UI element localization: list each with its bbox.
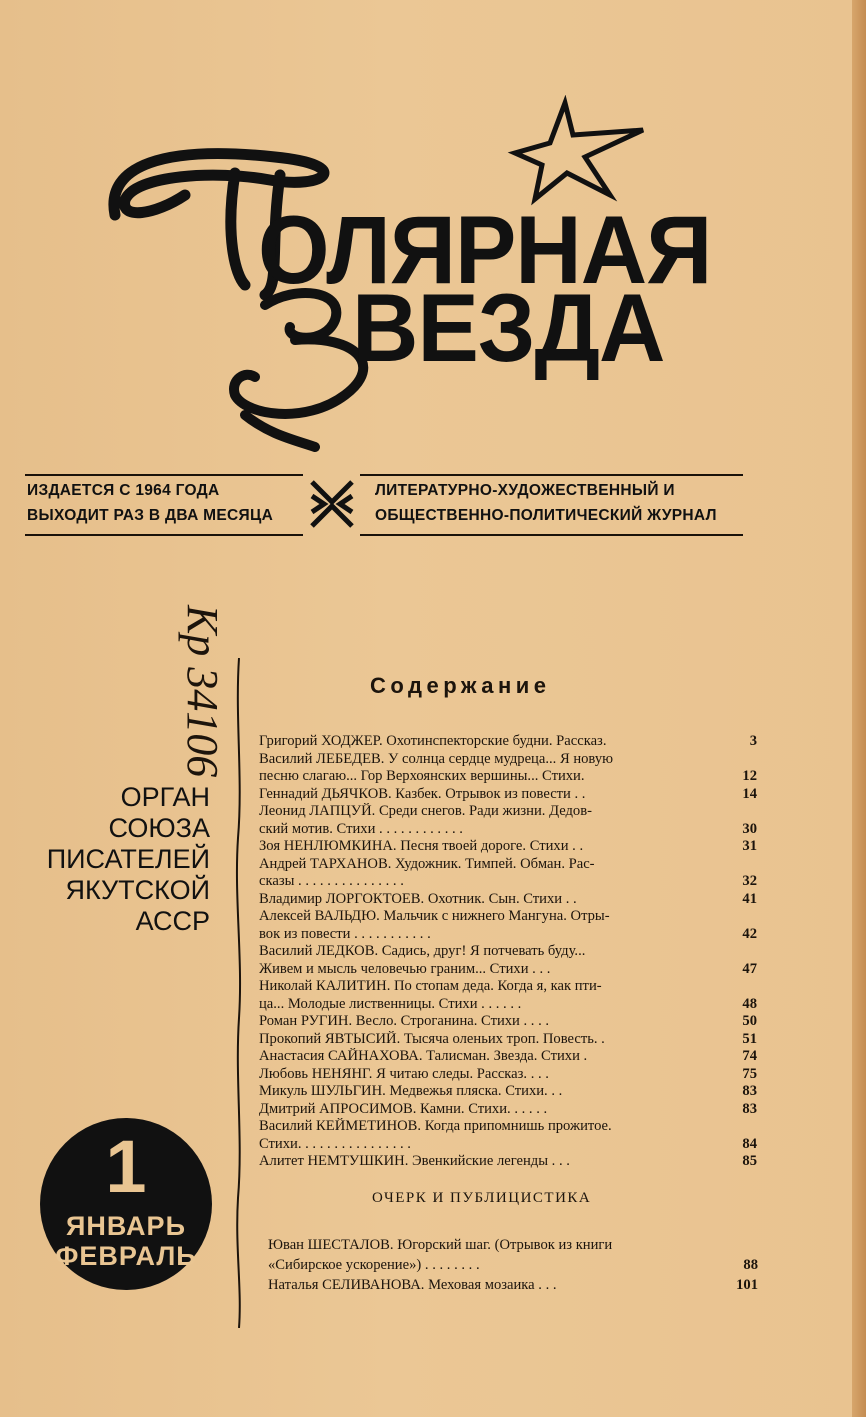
organ-block bbox=[30, 782, 210, 937]
toc-entry-text: Прокопий ЯВТЫСИЙ. Тысяча оленьих троп. Повесть. . bbox=[259, 1030, 605, 1047]
toc-entry-page: 32 bbox=[742, 873, 757, 889]
toc-entry-page: 31 bbox=[742, 838, 757, 854]
banner-right-line2: ОБЩЕСТВЕННО-ПОЛИТИЧЕСКИЙ ЖУРНАЛ bbox=[375, 507, 717, 524]
toc-entry bbox=[259, 1101, 757, 1119]
toc-entry-page: 14 bbox=[742, 785, 757, 802]
organ-line-5: АССР bbox=[135, 906, 210, 936]
toc-entry-text: Стихи. . . . . . . . . . . . . . . . bbox=[259, 1135, 411, 1152]
organ-line-2: СОЮЗА bbox=[108, 813, 210, 843]
organ-line-1: ОРГАН bbox=[120, 782, 210, 812]
toc-entry bbox=[259, 926, 757, 944]
toc-entry bbox=[259, 1066, 757, 1084]
toc-entry-text: песню слагаю... Гор Верхоянских вершины... Стихи. bbox=[259, 768, 585, 784]
toc-entry-page: 83 bbox=[742, 1100, 757, 1117]
toc-entry bbox=[259, 1031, 757, 1049]
banner-right-line1: ЛИТЕРАТУРНО-ХУДОЖЕСТВЕННЫЙ И bbox=[375, 482, 675, 499]
toc-entry bbox=[268, 1275, 758, 1295]
toc-entry bbox=[259, 943, 757, 961]
toc-entry-text: Дмитрий АПРОСИМОВ. Камни. Стихи. . . . . . bbox=[259, 1100, 548, 1117]
toc-entry-page: 84 bbox=[742, 1135, 757, 1152]
toc-entry bbox=[259, 873, 757, 891]
section-heading: ОЧЕРК И ПУБЛИЦИСТИКА bbox=[372, 1190, 592, 1206]
toc-entry-text: Любовь НЕНЯНГ. Я читаю следы. Рассказ. . . . bbox=[259, 1065, 549, 1082]
toc-entry-page: 50 bbox=[742, 1013, 757, 1029]
organ-line-3: ПИСАТЕЛЕЙ bbox=[46, 844, 210, 874]
contents-list bbox=[259, 733, 757, 1171]
toc-entry-text: ский мотив. Стихи . . . . . . . . . . . . bbox=[259, 820, 463, 837]
toc-entry bbox=[268, 1235, 758, 1255]
toc-entry-text: Живем и мысль человечью граним... Стихи . . . bbox=[259, 960, 551, 977]
toc-entry-page: 12 bbox=[742, 768, 757, 784]
toc-entry-text: Анастасия САЙНАХОВА. Талисман. Звезда. Стихи . bbox=[259, 1048, 588, 1064]
toc-entry-page: 42 bbox=[742, 925, 757, 942]
toc-entry-text: Владимир ЛОРГОКТОЕВ. Охотник. Сын. Стихи . . bbox=[259, 890, 577, 907]
toc-entry-text: Алитет НЕМТУШКИН. Эвенкийские легенды . . . bbox=[259, 1153, 570, 1169]
banner-rule-bottom-right bbox=[360, 534, 743, 536]
toc-entry bbox=[259, 1136, 757, 1154]
toc-entry-text: Зоя НЕНЛЮМКИНА. Песня твоей дороге. Стихи . . bbox=[259, 838, 584, 854]
toc-entry bbox=[259, 803, 757, 821]
toc-entry-text: Василий ЛЕБЕДЕВ. У солнца сердце мудреца... Я новую bbox=[259, 750, 614, 767]
toc-entry bbox=[259, 978, 757, 996]
toc-entry-text: Андрей ТАРХАНОВ. Художник. Тимпей. Обман. Рас- bbox=[259, 855, 595, 872]
toc-entry bbox=[259, 1083, 757, 1101]
toc-entry-page: 51 bbox=[742, 1030, 757, 1047]
toc-entry-page: 41 bbox=[742, 890, 757, 907]
toc-entry-page: 47 bbox=[742, 960, 757, 977]
toc-entry-page: 74 bbox=[742, 1048, 757, 1064]
toc-entry-page: 85 bbox=[742, 1153, 757, 1169]
toc-entry-text: «Сибирское ускорение») . . . . . . . . bbox=[268, 1257, 480, 1273]
toc-entry-text: ца... Молодые лиственницы. Стихи . . . . . . bbox=[259, 995, 522, 1012]
issue-badge bbox=[40, 1118, 212, 1290]
banner-left-line1: ИЗДАЕТСЯ С 1964 ГОДА bbox=[27, 482, 220, 499]
issue-month-1: ЯНВАРЬ bbox=[66, 1211, 186, 1241]
toc-entry-text: Наталья СЕЛИВАНОВА. Меховая мозаика . . . bbox=[268, 1277, 557, 1293]
toc-entry-text: Василий ЛЕДКОВ. Садись, друг! Я потчевать буду... bbox=[259, 943, 586, 959]
toc-entry bbox=[259, 768, 757, 786]
page-edge bbox=[852, 0, 866, 1417]
star-icon bbox=[515, 103, 643, 199]
toc-entry-text: вок из повести . . . . . . . . . . . bbox=[259, 925, 431, 942]
toc-entry bbox=[259, 908, 757, 926]
toc-entry-text: Леонид ЛАПЦУЙ. Среди снегов. Ради жизни. Дедов- bbox=[259, 803, 592, 819]
toc-entry bbox=[259, 1153, 757, 1171]
toc-entry bbox=[259, 891, 757, 909]
toc-entry bbox=[259, 1048, 757, 1066]
toc-entry-text: Юван ШЕСТАЛОВ. Югорский шаг. (Отрывок из книги bbox=[268, 1237, 613, 1253]
toc-entry bbox=[259, 961, 757, 979]
title-line-1: ОЛЯРНАЯ bbox=[258, 197, 712, 305]
toc-entry-page: 83 bbox=[742, 1083, 757, 1099]
toc-entry bbox=[268, 1255, 758, 1275]
section-list bbox=[268, 1235, 758, 1295]
banner-rule-top-right bbox=[360, 474, 743, 476]
toc-entry bbox=[259, 733, 757, 751]
toc-entry-text: сказы . . . . . . . . . . . . . . . bbox=[259, 873, 404, 889]
contents-heading: Содержание bbox=[370, 673, 551, 698]
ornament-icon bbox=[304, 474, 360, 534]
library-stamp: Кр 34106 bbox=[178, 605, 227, 778]
toc-entry bbox=[259, 838, 757, 856]
issue-number: 1 bbox=[105, 1125, 147, 1208]
toc-entry-page: 48 bbox=[742, 995, 757, 1012]
banner-rule-top-left bbox=[25, 474, 303, 476]
toc-entry-page: 30 bbox=[742, 820, 757, 837]
title-line-2: ВЕЗДА bbox=[352, 275, 665, 383]
toc-entry bbox=[259, 1118, 757, 1136]
toc-entry-page: 3 bbox=[749, 733, 757, 749]
banner-rule-bottom-left bbox=[25, 534, 303, 536]
toc-entry-text: Григорий ХОДЖЕР. Охотинспекторские будни. Рассказ. bbox=[259, 733, 607, 749]
organ-line-4: ЯКУТСКОЙ bbox=[65, 875, 210, 905]
toc-entry-text: Алексей ВАЛЬДЮ. Мальчик с нижнего Мангуна. Отры- bbox=[259, 908, 610, 924]
toc-entry bbox=[259, 856, 757, 874]
toc-entry-text: Василий КЕЙМЕТИНОВ. Когда припомнишь прожитое. bbox=[259, 1118, 612, 1134]
toc-entry bbox=[259, 786, 757, 804]
toc-entry bbox=[259, 821, 757, 839]
vertical-divider bbox=[232, 658, 246, 1328]
banner-left-line2: ВЫХОДИТ РАЗ В ДВА МЕСЯЦА bbox=[27, 507, 274, 524]
toc-entry bbox=[259, 751, 757, 769]
toc-entry-text: Николай КАЛИТИН. По стопам деда. Когда я, как пти- bbox=[259, 978, 602, 994]
script-letter-z bbox=[234, 293, 363, 447]
toc-entry-text: Роман РУГИН. Весло. Строганина. Стихи . . . . bbox=[259, 1013, 550, 1029]
toc-entry bbox=[259, 1013, 757, 1031]
toc-entry-page: 88 bbox=[743, 1257, 758, 1273]
toc-entry bbox=[259, 996, 757, 1014]
toc-entry-page: 75 bbox=[742, 1065, 757, 1082]
toc-entry-text: Геннадий ДЬЯЧКОВ. Казбек. Отрывок из повести . . bbox=[259, 785, 586, 802]
toc-entry-page: 101 bbox=[736, 1277, 758, 1293]
toc-entry-text: Микуль ШУЛЬГИН. Медвежья пляска. Стихи. . . bbox=[259, 1083, 563, 1099]
issue-month-2: ФЕВРАЛЬ bbox=[55, 1241, 197, 1271]
